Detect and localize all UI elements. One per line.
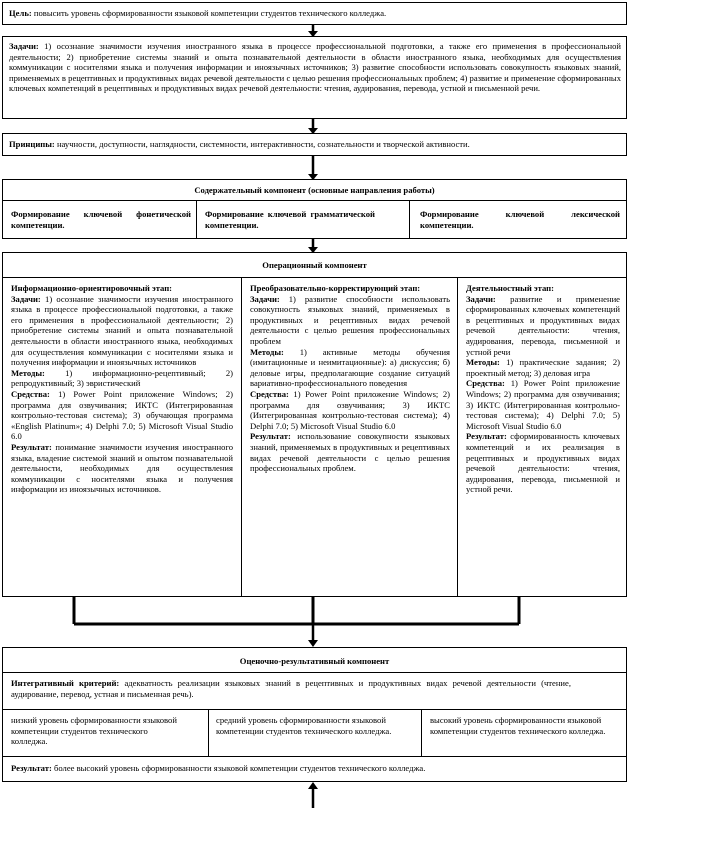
evaluation-criterion-text: Интегративный критерий: адекватность реализации языковых знаний в рецептивных и продуктивных видах речевой деятельности (чтение, аудирование, перевод, устная и письменная речь). — [11, 678, 571, 699]
level-high — [421, 709, 627, 757]
content-component-title: Содержательный компонент (основные направления работы) — [194, 185, 435, 195]
goal-text: Цель: повысить уровень сформированности языковой компетенции студентов технического колледжа. — [9, 8, 387, 18]
level-high-text: высокий уровень сформированности языковой компетенции студентов технического колледжа. — [430, 715, 606, 736]
arrowhead — [308, 640, 318, 647]
column-2-text: Преобразовательно-корректирующий этап: Задачи: 1) развитие способности использовать совокупность языковых знаний, применяемых в продуктивных и рецептивных видах речевой деятельности с целью решения профессиональных проблем Методы: 1) активные методы обучения (имитационные и неимитационные): а) дискуссия; б) деловые игры, предполагающие создание ситуаций вариативно-профессионального поведения Средства: 1) Power Point приложение Windows; 2) программа для озвучивания; 3) ИКТС (Интегрированная контрольно-тестовая система); 4) Delphi 7.0; 5) Microsoft Visual Studio 6.0 Результат: использование совокупности языковых знаний, применяемых в продуктивных и рецептивных видах речевой деятельности с целью решения профессиональных проблем. — [250, 283, 450, 474]
column-3-text: Деятельностный этап: Задачи: развитие и применение сформированных ключевых компетенций в рецептивных и продуктивных видах речевой деятельности: чтения, аудирования, перевода, письменной и устной речи Методы: 1) практические задания; 2) проектный метод; 3) деловая игра Средства: 1) Power Point приложение Windows; 2) программа для озвучивания; 3) ИКТС (Интегрированная контрольно-тестовая система); 4) Delphi 7.0; 5) Microsoft Visual Studio 6.0 Результат: сформированность ключевых компетенций и их реализация в рецептивных и продуктивных видах речевой деятельности: чтения, аудирования, перевода, письменной и устной речи. — [466, 283, 620, 495]
arrowhead — [308, 782, 318, 789]
principles-text: Принципы: научности, доступности, наглядности, системности, интерактивности, сознательности и творческой активности. — [9, 139, 470, 149]
principles-box — [2, 133, 627, 156]
operational-column-2 — [241, 277, 458, 597]
content-cell-phonetic — [2, 200, 197, 239]
content-cell-text: Формирование ключевой грамматической компетенции. — [205, 209, 375, 230]
tasks-box — [2, 36, 627, 119]
level-low — [2, 709, 209, 757]
evaluation-component-title: Оценочно-результативный компонент — [239, 656, 390, 666]
content-cell-lexical — [409, 200, 627, 239]
level-medium — [208, 709, 422, 757]
level-medium-text: средний уровень сформированности языковой компетенции студентов технического колледжа. — [216, 715, 392, 736]
operational-column-1 — [2, 277, 242, 597]
operational-column-3 — [457, 277, 627, 597]
column-1-text: Информационно-ориентировочный этап: Задачи: 1) осознание значимости изучения иностранного языка в процессе профессиональной подготовки, а также его применения в профессиональной деятельности; 2) приобретение системы знаний и опыта познавательной деятельности в области иностранного языка, необходимых для осуществления коммуникации с носителями языка и получения информации и иноязычных источников Методы: 1) информационно-рецептивный; 2) репродуктивный; 3) эвристический Средства: 1) Power Point приложение Windows; 2) программа для озвучивания; ИКТС (Интегрированная контрольно-тестовая система); 3) обучающая программа «English Platinum»; 4) Delphi 7.0; 5) Microsoft Visual Studio 6.0 Результат: понимание значимости изучения иностранного языка, владение системой знаний и опытом познавательной деятельности, необходимых для осуществления коммуникации с носителями языка и получения информации из иноязычных источников. — [11, 283, 233, 495]
content-cell-text: Формирование ключевой лексической компетенции. — [420, 209, 620, 230]
goal-box — [2, 2, 627, 25]
level-low-text: низкий уровень сформированности языковой компетенции студентов технического колледжа. — [11, 715, 177, 747]
evaluation-result-box — [2, 756, 627, 782]
content-cell-grammar — [196, 200, 410, 239]
evaluation-result-text: Результат: более высокий уровень сформированности языковой компетенции студентов технического колледжа. — [11, 763, 426, 773]
tasks-text: Задачи: 1) осознание значимости изучения иностранного языка в процессе профессиональной подготовки, а также его применения в профессиональной деятельности; 2) приобретение системы знаний и опыта познавательной деятельности в области иностранного языка, необходимых для осуществления коммуникации с носителями языка и получения информации и иноязычных источников; 3) развитие способности использовать совокупность языковых знаний, применяемых в рецептивных и продуктивных видах речевой деятельности с целью решения профессиональных проблем; 4) развитие и применение сформированных ключевых компетенций в рецептивных и продуктивных видах речевой деятельности: чтения, аудирования, перевода, устной и письменной речи. — [9, 41, 621, 94]
evaluation-criterion-box — [2, 672, 627, 710]
operational-component-title: Операционный компонент — [262, 260, 367, 270]
content-cell-text: Формирование ключевой фонетической компетенции. — [11, 209, 191, 230]
